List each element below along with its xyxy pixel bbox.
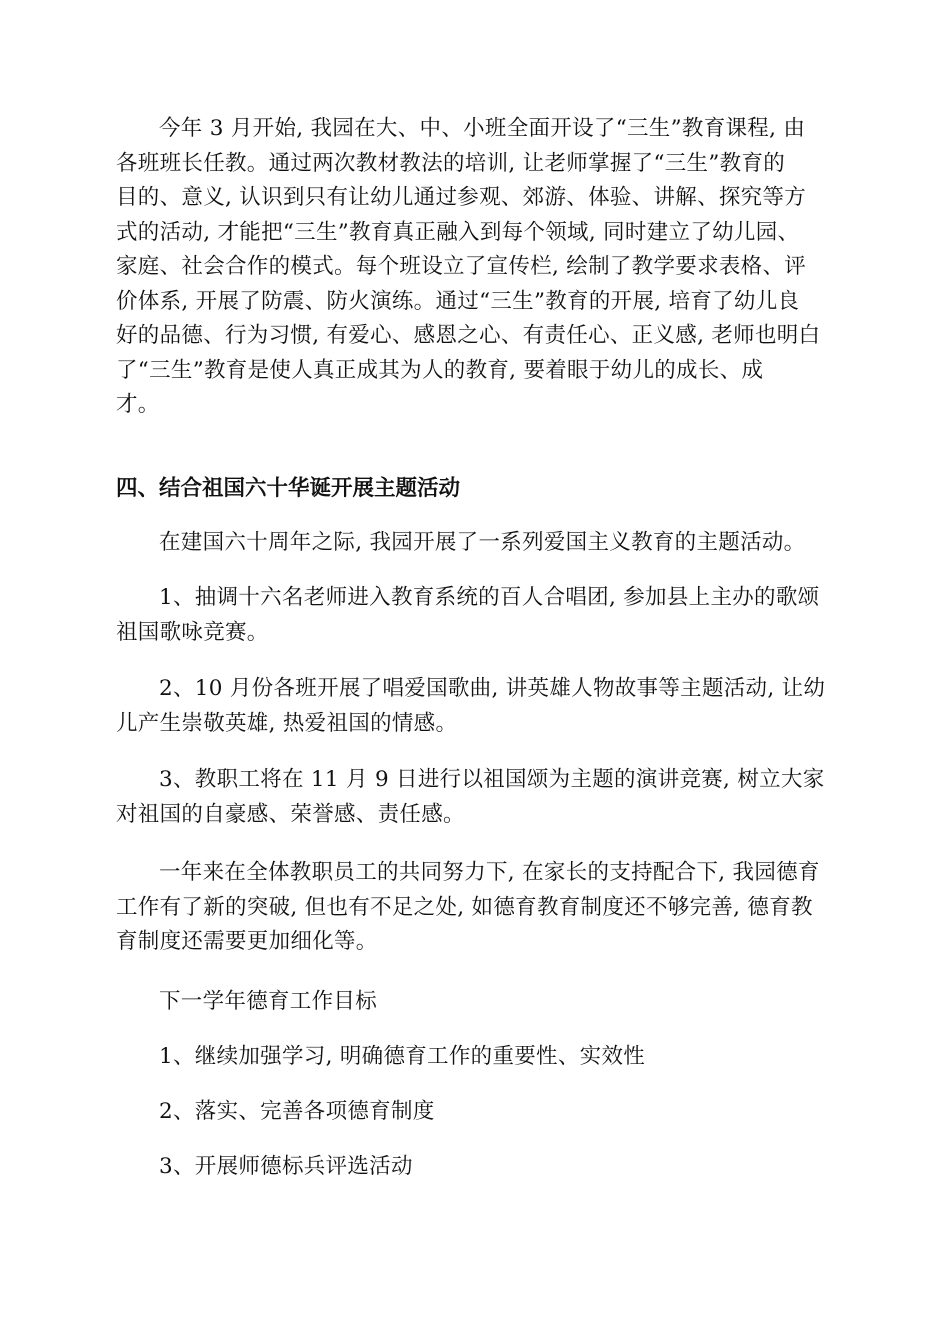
paragraph-three-life-education xyxy=(116,112,836,423)
section-intro: 在建国六十周年之际, 我园开展了一系列爱国主义教育的主题活动。 xyxy=(159,530,806,555)
paragraph-line: 儿产生崇敬英雄, 热爱祖国的情感。 xyxy=(116,710,458,736)
activity-item-3 xyxy=(116,763,836,832)
paragraph-line: 祖国歌咏竞赛。 xyxy=(116,619,269,645)
paragraph-line: 工作有了新的突破, 但也有不足之处, 如德育教育制度还不够完善, 德育教 xyxy=(116,894,813,920)
paragraph-line: 1、抽调十六名老师进入教育系统的百人合唱团, 参加县上主办的歌颂 xyxy=(159,585,820,610)
paragraph-line: 式的活动, 才能把“三生”教育真正融入到每个领域, 同时建立了幼儿园、 xyxy=(116,219,800,245)
summary-paragraph xyxy=(116,856,836,960)
activity-item-2 xyxy=(116,672,836,741)
section-heading: 四、结合祖国六十华诞开展主题活动 xyxy=(116,476,461,501)
paragraph-line: 对祖国的自豪感、荣誉感、责任感。 xyxy=(116,801,465,827)
paragraph-line: 了“三生”教育是使人真正成其为人的教育, 要着眼于幼儿的成长、成 xyxy=(116,357,764,383)
paragraph-line: 今年 3 月开始, 我园在大、中、小班全面开设了“三生”教育课程, 由 xyxy=(159,116,806,141)
paragraph-line: 育制度还需要更加细化等。 xyxy=(116,929,378,954)
paragraph-line: 2、10 月份各班开展了唱爱国歌曲, 讲英雄人物故事等主题活动, 让幼 xyxy=(159,676,826,701)
goal-item: 1、继续加强学习, 明确德育工作的重要性、实效性 xyxy=(159,1044,646,1069)
goal-item: 2、落实、完善各项德育制度 xyxy=(159,1099,435,1124)
paragraph-line: 价体系, 开展了防震、防火演练。通过“三生”教育的开展, 培育了幼儿良 xyxy=(116,288,800,314)
paragraph-line: 一年来在全体教职员工的共同努力下, 在家长的支持配合下, 我园德育 xyxy=(159,860,820,885)
goal-item: 3、开展师德标兵评选活动 xyxy=(159,1154,413,1179)
paragraph-line: 家庭、社会合作的模式。每个班设立了宣传栏, 绘制了教学要求表格、评 xyxy=(116,254,807,279)
paragraph-line: 各班班长任教。通过两次教材教法的培训, 让老师掌握了“三生”教育的 xyxy=(116,150,786,176)
goals-title: 下一学年德育工作目标 xyxy=(159,989,378,1014)
paragraph-line: 3、教职工将在 11 月 9 日进行以祖国颂为主题的演讲竞赛, 树立大家 xyxy=(159,767,825,792)
paragraph-line: 才。 xyxy=(116,392,160,417)
paragraph-line: 好的品德、行为习惯, 有爱心、感恩之心、有责任心、正义感, 老师也明白 xyxy=(116,323,821,348)
activity-item-1 xyxy=(116,581,836,650)
paragraph-line: 目的、意义, 认识到只有让幼儿通过参观、郊游、体验、讲解、探究等方 xyxy=(116,185,807,210)
